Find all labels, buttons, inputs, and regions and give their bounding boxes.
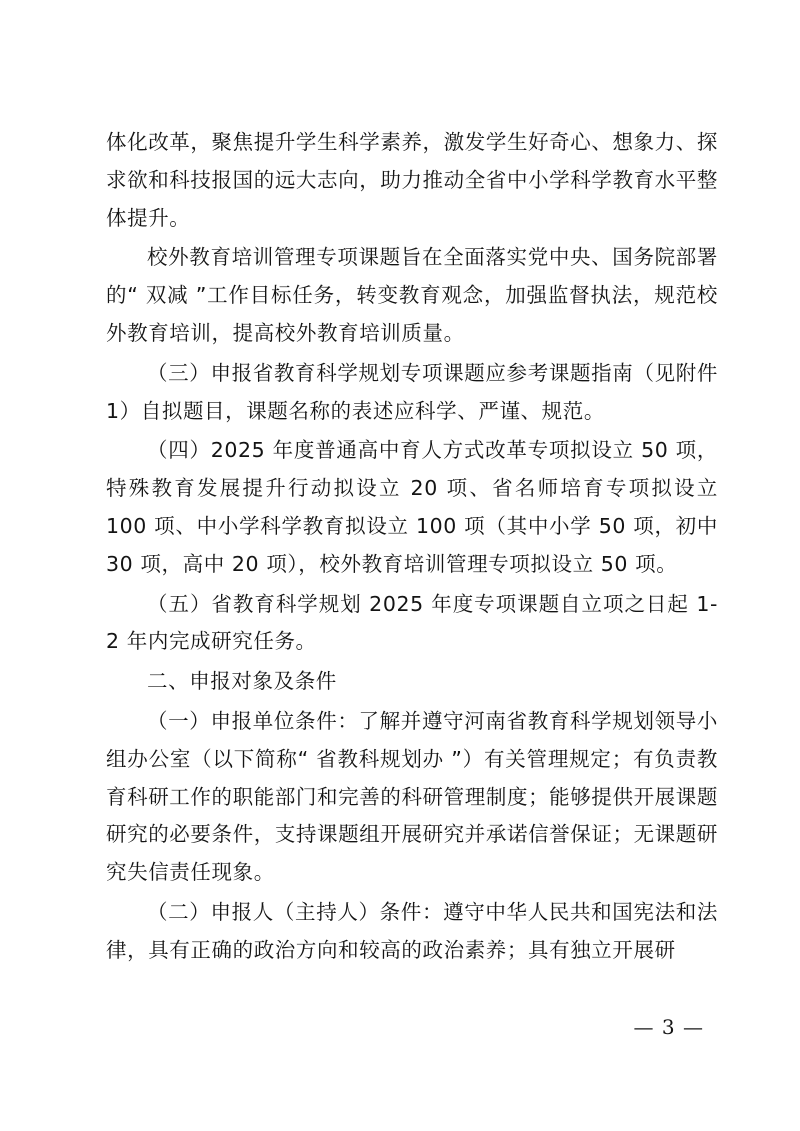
paragraph-applicant-conditions: （二）申报人（主持人）条件：遵守中华人民共和国宪法和法律，具有正确的政治方向和较高的政治素养；具有独立开展研 (106, 899, 718, 962)
paragraph-unit-conditions: （一）申报单位条件：了解并遵守河南省教育科学规划领导小组办公室（以下简称“ 省教科规划办 ”）有关管理规定；有负责教育科研工作的职能部门和完善的科研管理制度；能够提供开展课题研究的必要条件，支持课题组开展研究并承诺信誉保证；无课题研究失信责任现象。 (106, 708, 718, 885)
paragraph-item-5: （五）省教育科学规划 2025 年度专项课题自立项之日起 1-2 年内完成研究任务。 (106, 591, 718, 654)
paragraph-tutoring-project: 校外教育培训管理专项课题旨在全面落实党中央、国务院部署的“ 双减 ”工作目标任务，转变教育观念，加强监督执法，规范校外教育培训，提高校外教育培训质量。 (106, 245, 718, 345)
paragraph-item-4: （四）2025 年度普通高中育人方式改革专项拟设立 50 项，特殊教育发展提升行动拟设立 20 项、省名师培育专项拟设立 100 项、中小学科学教育拟设立 100 项（其中小学 50 项，初中 30 项，高中 20 项），校外教育培训管理专项拟设立 50 项。 (106, 438, 718, 576)
document-body (106, 124, 718, 970)
page-number: — 3 — (633, 1015, 704, 1039)
paragraph-continuation: 体化改革，聚焦提升学生科学素养，激发学生好奇心、想象力、探求欲和科技报国的远大志向，助力推动全省中小学科学教育水平整体提升。 (106, 130, 718, 230)
section-heading-applicants: 二、申报对象及条件 (147, 669, 337, 694)
paragraph-item-3: （三）申报省教育科学规划专项课题应参考课题指南（见附件 1）自拟题目，课题名称的表述应科学、严谨、规范。 (106, 360, 718, 423)
